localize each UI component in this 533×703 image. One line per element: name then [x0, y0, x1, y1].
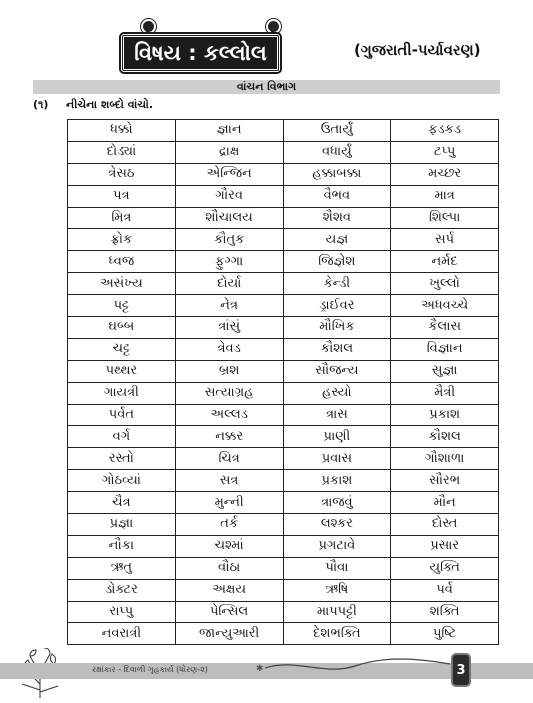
word-cell: ચટ્ટ	[68, 338, 176, 360]
table-row	[68, 579, 499, 601]
word-cell: મિત્ર	[68, 207, 176, 229]
table-row	[68, 207, 499, 229]
word-cell: પ્રજ્ઞા	[68, 514, 176, 536]
word-cell: લશ્કર	[283, 514, 391, 536]
word-cell: સત્ર	[175, 470, 283, 492]
word-cell: તર્ક	[175, 514, 283, 536]
word-cell: નવરાત્રી	[68, 623, 176, 645]
word-cell: અલ્લડ	[175, 404, 283, 426]
table-row	[68, 514, 499, 536]
word-cell: કેન્ડી	[283, 273, 391, 295]
word-cell: ગૌરવ	[175, 185, 283, 207]
word-cell: મૈત્રી	[391, 382, 499, 404]
word-cell: ફુગ્ગા	[175, 251, 283, 273]
word-cell: પ્રસાર	[391, 535, 499, 557]
subject-label: (ગુજરાતી-પર્યાવરણ)	[354, 41, 481, 59]
word-cell: નેત્ર	[175, 295, 283, 317]
table-row	[68, 557, 499, 579]
word-cell: ચિત્ર	[175, 448, 283, 470]
word-cell: મુન્ની	[175, 492, 283, 514]
table-row	[68, 492, 499, 514]
word-cell: ચશ્માં	[175, 535, 283, 557]
word-cell: ત્રાજવું	[283, 492, 391, 514]
word-cell: પ્રાણી	[283, 426, 391, 448]
word-cell: પટ્ટ	[68, 295, 176, 317]
word-cell: જાન્યુઆરી	[175, 623, 283, 645]
word-cell: શૈશવ	[283, 207, 391, 229]
table-row	[68, 295, 499, 317]
word-cell: પત્ર	[68, 185, 176, 207]
table-row	[68, 360, 499, 382]
word-cell: દોસ્ત	[391, 514, 499, 536]
word-cell: ટપ્પુ	[391, 141, 499, 163]
word-cell: ફ્રોક	[68, 229, 176, 251]
section-heading: વાંચન વિભાગ	[33, 80, 500, 94]
table-row	[68, 273, 499, 295]
word-cell: જ્ઞાન	[175, 120, 283, 142]
word-cell: વૌઠા	[175, 557, 283, 579]
word-cell: માપપટ્ટી	[283, 601, 391, 623]
table-row	[68, 470, 499, 492]
word-cell: પેન્સિલ	[175, 601, 283, 623]
word-cell: સત્યાગ્રહ	[175, 382, 283, 404]
word-cell: પથ્થર	[68, 360, 176, 382]
word-cell: દ્રાક્ષ	[175, 141, 283, 163]
word-cell: સુજ્ઞા	[391, 360, 499, 382]
word-cell: ત્રેવડ	[175, 338, 283, 360]
word-cell: વધાર્યું	[283, 141, 391, 163]
star-icon: ✱	[256, 664, 264, 674]
question-number: (૧)	[33, 98, 49, 111]
table-row	[68, 120, 499, 142]
word-cell: ડોક્ટર	[68, 579, 176, 601]
table-row	[68, 382, 499, 404]
word-cell: મૌખિક	[283, 317, 391, 339]
word-cell: પર્વ	[391, 579, 499, 601]
word-cell: ત્રાંસું	[175, 317, 283, 339]
word-cell: ડ્રાઈવર	[283, 295, 391, 317]
word-cell: ઘબ્બ	[68, 317, 176, 339]
word-cell: મૌન	[391, 492, 499, 514]
table-row	[68, 251, 499, 273]
word-cell: શક્તિ	[391, 601, 499, 623]
footer-text: રક્ષાંકાર - દિવાળી ગૃહકાર્ય (ધોરણ-૨)	[92, 665, 208, 674]
question-text: નીચેના શબ્દો વાંચો.	[66, 98, 154, 111]
word-cell: ગોઠવ્યાં	[68, 470, 176, 492]
word-cell: દેશભક્તિ	[283, 623, 391, 645]
word-cell: કૈલાસ	[391, 317, 499, 339]
word-cell: વૈભવ	[283, 185, 391, 207]
table-row	[68, 338, 499, 360]
word-cell: ધક્કો	[68, 120, 176, 142]
word-cell: વિજ્ઞાન	[391, 338, 499, 360]
word-cell: ફડકડ	[391, 120, 499, 142]
word-cell: યુક્તિ	[391, 557, 499, 579]
word-cell: કૌશલ	[391, 426, 499, 448]
word-cell: હસ્યો	[283, 382, 391, 404]
table-row	[68, 185, 499, 207]
word-cell: નૌકા	[68, 535, 176, 557]
word-cell: સૌજન્ય	[283, 360, 391, 382]
word-cell: પર્વત	[68, 404, 176, 426]
table-row	[68, 448, 499, 470]
table-row	[68, 601, 499, 623]
word-cell: મચ્છર	[391, 163, 499, 185]
table-row	[68, 163, 499, 185]
word-cell: રાપ્પુ	[68, 601, 176, 623]
word-cell: દોડ્યાં	[68, 141, 176, 163]
wave-line-icon	[265, 656, 450, 676]
word-cell: પ્રકાશ	[391, 404, 499, 426]
word-cell: પુષ્ટિ	[391, 623, 499, 645]
table-row	[68, 535, 499, 557]
word-cell: ખુલ્લો	[391, 273, 499, 295]
word-cell: ઋષિ	[283, 579, 391, 601]
word-cell: ચૈત્ર	[68, 492, 176, 514]
word-cell: ગૌશાળા	[391, 448, 499, 470]
word-cell: રસ્તો	[68, 448, 176, 470]
table-row	[68, 141, 499, 163]
table-row	[68, 317, 499, 339]
table-row	[68, 404, 499, 426]
word-cell: જિજ્ઞેશ	[283, 251, 391, 273]
word-cell: એન્જિન	[175, 163, 283, 185]
word-cell: પ્રવાસ	[283, 448, 391, 470]
word-cell: નક્કર	[175, 426, 283, 448]
page-number: 3	[451, 653, 471, 687]
word-cell: ગાયત્રી	[68, 382, 176, 404]
word-cell: અધવચ્ચે	[391, 295, 499, 317]
word-cell: સૌરભ	[391, 470, 499, 492]
page-title: વિષય : કલ્લોલ	[121, 34, 280, 72]
word-cell: ત્રેસઠ	[68, 163, 176, 185]
word-cell: શિલ્પા	[391, 207, 499, 229]
word-cell: અસંખ્ય	[68, 273, 176, 295]
word-cell: કૌતુક	[175, 229, 283, 251]
table-row	[68, 623, 499, 645]
word-cell: દોર્યા	[175, 273, 283, 295]
word-cell: માત્ર	[391, 185, 499, 207]
word-cell: ઉતાર્યું	[283, 120, 391, 142]
word-cell: ઋતુ	[68, 557, 176, 579]
word-cell: નર્મદ	[391, 251, 499, 273]
word-cell: યજ્ઞ	[283, 229, 391, 251]
word-cell: ત્રાસ	[283, 404, 391, 426]
word-cell: અક્ષય	[175, 579, 283, 601]
table-row	[68, 229, 499, 251]
word-cell: પ્રકાશ	[283, 470, 391, 492]
word-cell: પ્રગટાવે	[283, 535, 391, 557]
word-cell: પૌવા	[283, 557, 391, 579]
word-cell: બ્રશ	[175, 360, 283, 382]
table-row	[68, 426, 499, 448]
word-cell: સર્પ	[391, 229, 499, 251]
word-cell: વર્ગ	[68, 426, 176, 448]
word-cell: કૌશલ	[283, 338, 391, 360]
word-cell: ધ્વજ	[68, 251, 176, 273]
word-cell: શૌચાલય	[175, 207, 283, 229]
word-cell: હક્કાબક્કા	[283, 163, 391, 185]
word-table	[67, 119, 499, 645]
